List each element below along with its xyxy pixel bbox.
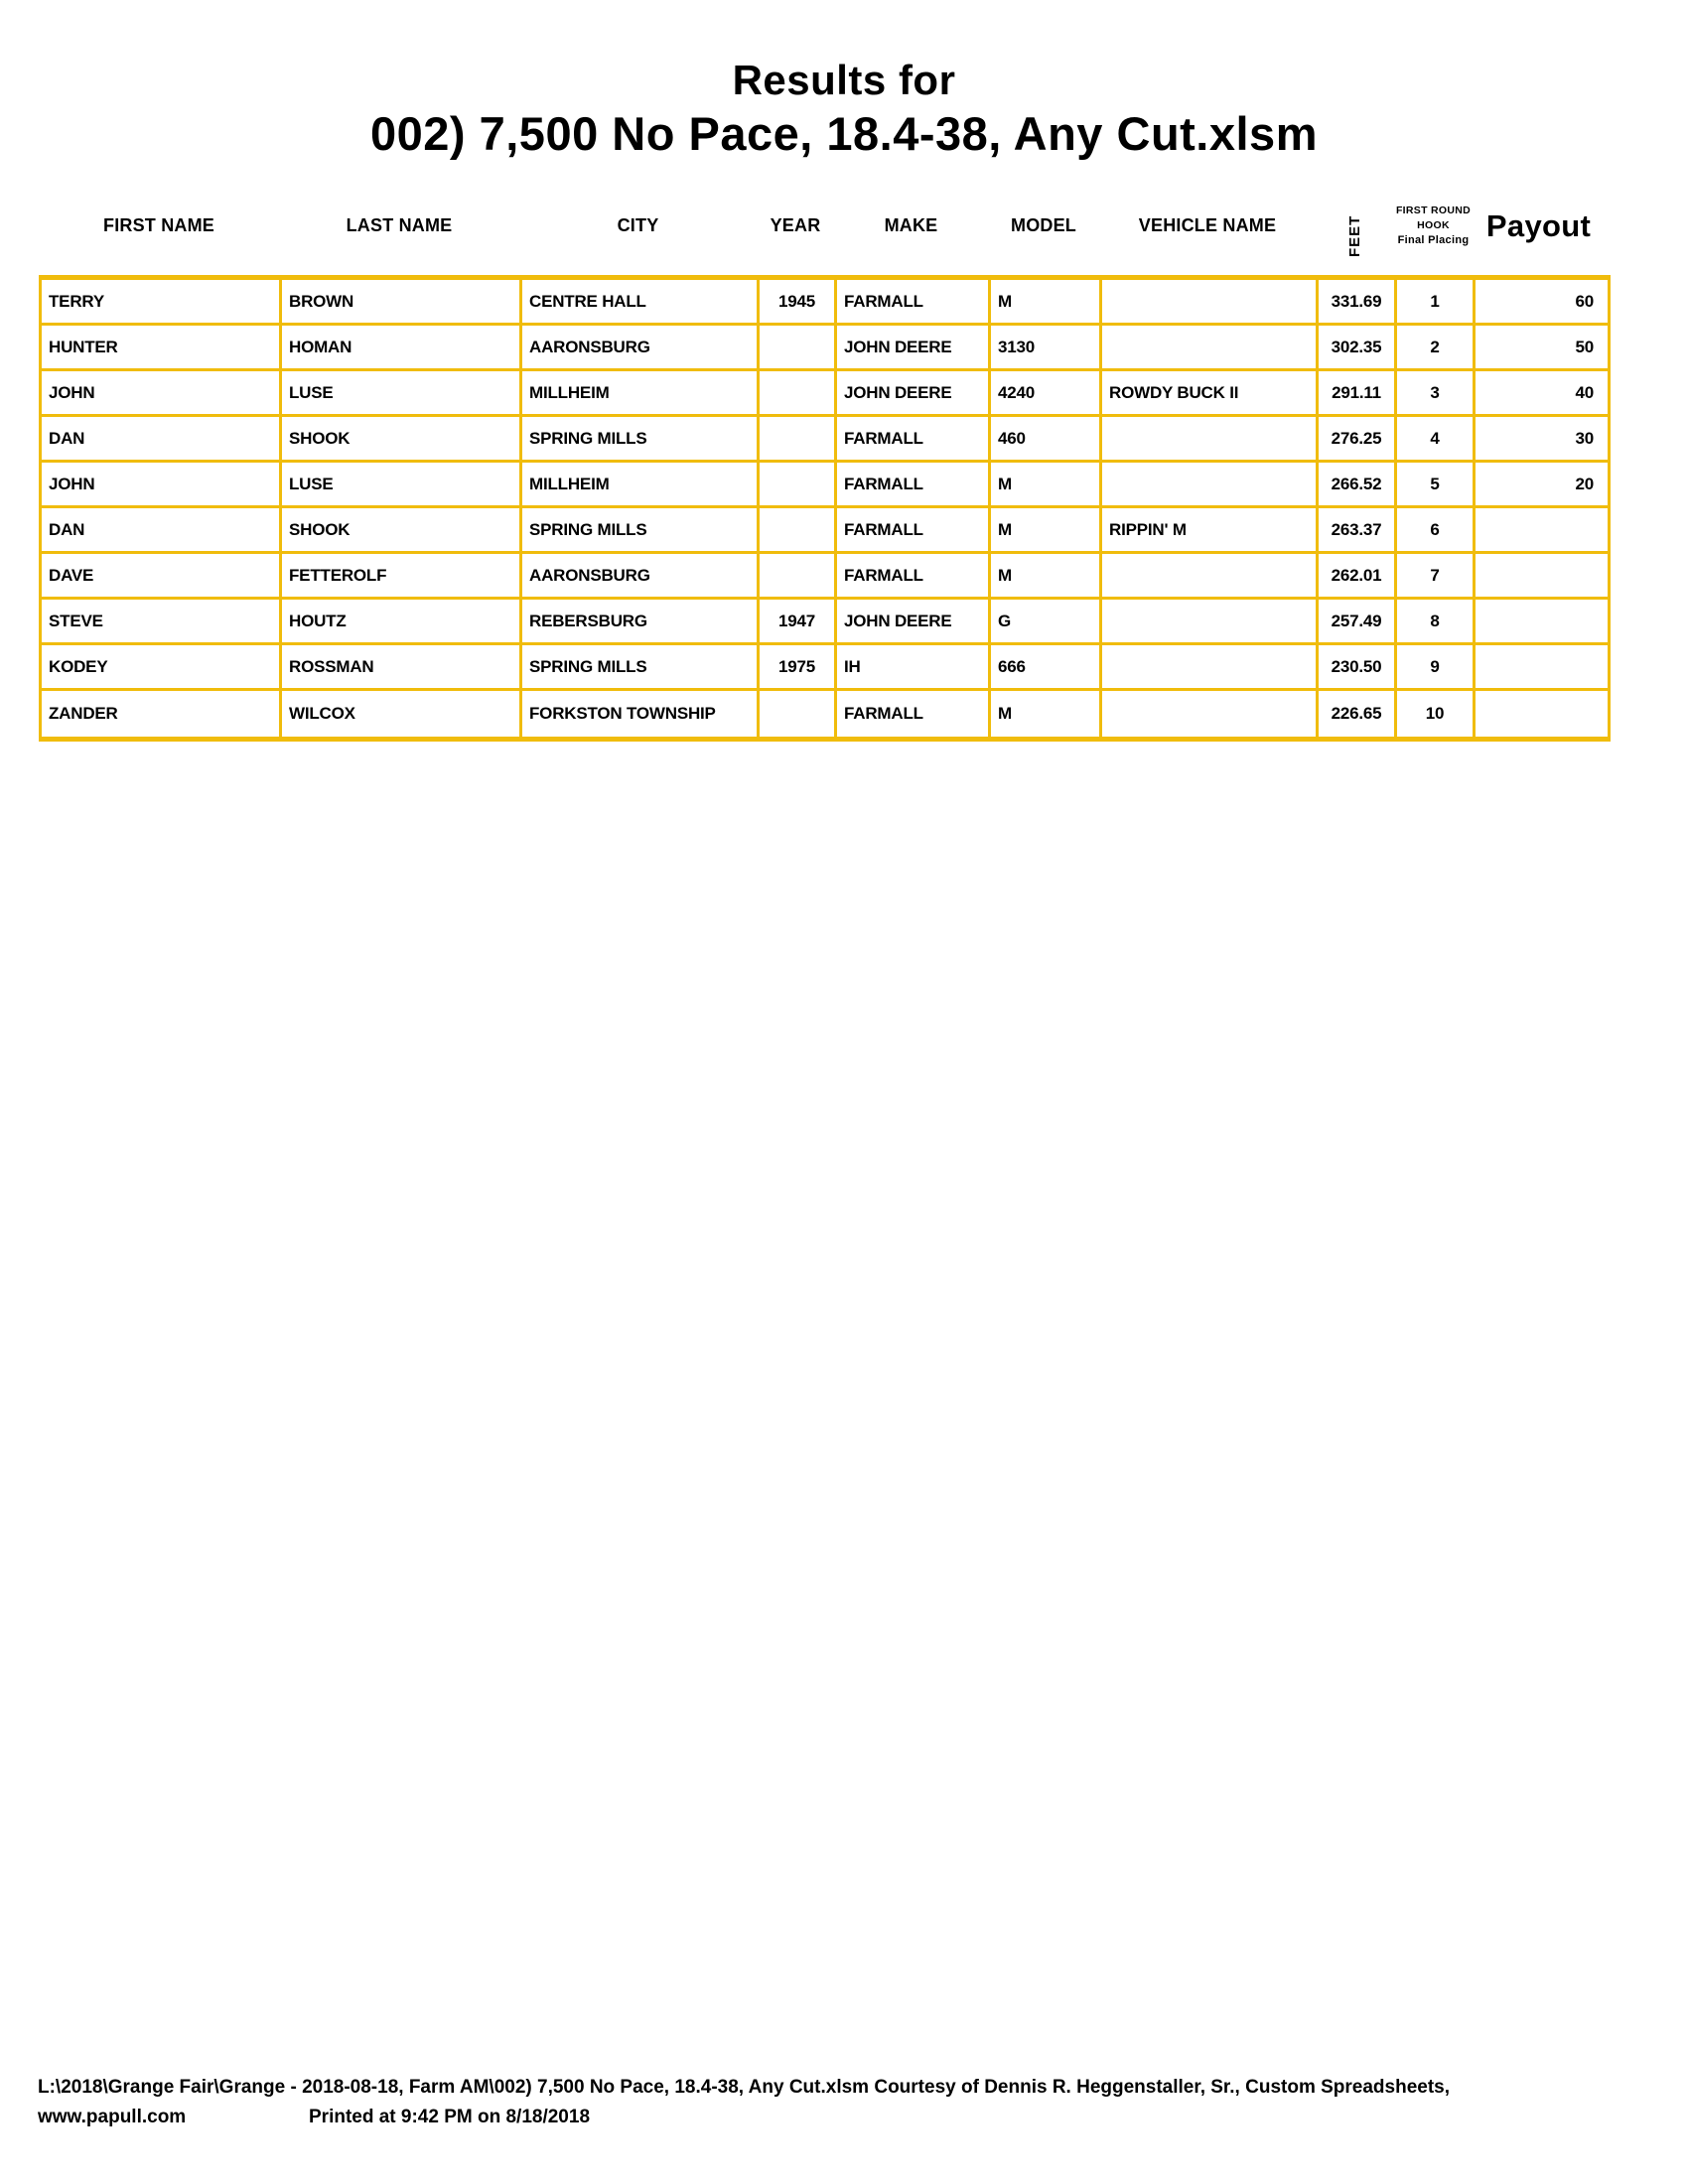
cell-last_name-row7: FETTEROLF: [282, 554, 522, 600]
cell-placing-row8: 8: [1397, 600, 1476, 645]
cell-vehicle_name-row6: RIPPIN' M: [1102, 508, 1319, 554]
cell-model-row10: M: [991, 691, 1102, 737]
cell-payout-row3: 40: [1476, 371, 1608, 417]
cell-make-row3: JOHN DEERE: [837, 371, 991, 417]
col-header-first-round-hook-final-placing: [1394, 204, 1473, 248]
cell-feet-row1: 331.69: [1319, 280, 1397, 326]
cell-feet-row5: 266.52: [1319, 463, 1397, 508]
cell-feet-row2: 302.35: [1319, 326, 1397, 371]
cell-model-row4: 460: [991, 417, 1102, 463]
cell-placing-row9: 9: [1397, 645, 1476, 691]
cell-feet-row8: 257.49: [1319, 600, 1397, 645]
cell-last_name-row6: SHOOK: [282, 508, 522, 554]
cell-last_name-row8: HOUTZ: [282, 600, 522, 645]
cell-make-row4: FARMALL: [837, 417, 991, 463]
cell-last_name-row3: LUSE: [282, 371, 522, 417]
cell-year-row3: [760, 371, 837, 417]
page-title: [0, 56, 1688, 163]
cell-make-row5: FARMALL: [837, 463, 991, 508]
cell-last_name-row9: ROSSMAN: [282, 645, 522, 691]
cell-last_name-row5: LUSE: [282, 463, 522, 508]
cell-placing-row3: 3: [1397, 371, 1476, 417]
cell-feet-row9: 230.50: [1319, 645, 1397, 691]
cell-placing-row10: 10: [1397, 691, 1476, 737]
cell-make-row9: IH: [837, 645, 991, 691]
col-header-last-name: LAST NAME: [346, 215, 453, 235]
cell-city-row3: MILLHEIM: [522, 371, 760, 417]
cell-make-row8: JOHN DEERE: [837, 600, 991, 645]
cell-vehicle_name-row9: [1102, 645, 1319, 691]
cell-year-row2: [760, 326, 837, 371]
footer-print-line: [38, 2103, 1450, 2132]
title-class-filename: 002) 7,500 No Pace, 18.4-38, Any Cut.xlsm: [369, 107, 1318, 160]
cell-model-row3: 4240: [991, 371, 1102, 417]
cell-year-row10: [760, 691, 837, 737]
cell-model-row6: M: [991, 508, 1102, 554]
cell-model-row9: 666: [991, 645, 1102, 691]
cell-city-row10: FORKSTON TOWNSHIP: [522, 691, 760, 737]
cell-vehicle_name-row10: [1102, 691, 1319, 737]
cell-year-row1: 1945: [760, 280, 837, 326]
cell-feet-row10: 226.65: [1319, 691, 1397, 737]
cell-feet-row7: 262.01: [1319, 554, 1397, 600]
cell-payout-row6: [1476, 508, 1608, 554]
cell-year-row7: [760, 554, 837, 600]
cell-payout-row1: 60: [1476, 280, 1608, 326]
cell-make-row7: FARMALL: [837, 554, 991, 600]
footer-website: www.papull.com: [38, 2107, 187, 2127]
cell-city-row8: REBERSBURG: [522, 600, 760, 645]
title-results-for: Results for: [732, 57, 956, 103]
cell-first_name-row4: DAN: [42, 417, 282, 463]
footer-filepath-line: L:\2018\Grange Fair\Grange - 2018-08-18, Farm AM\002) 7,500 No Pace, 18.4-38, Any Cut.xlsm Courtesy of Dennis R. Heggenstaller, Sr., Custom Spreadsheets,: [38, 2077, 1451, 2098]
cell-last_name-row10: WILCOX: [282, 691, 522, 737]
cell-payout-row5: 20: [1476, 463, 1608, 508]
col-header-vehicle-name: VEHICLE NAME: [1138, 215, 1277, 235]
cell-year-row9: 1975: [760, 645, 837, 691]
cell-first_name-row2: HUNTER: [42, 326, 282, 371]
cell-year-row6: [760, 508, 837, 554]
cell-payout-row2: 50: [1476, 326, 1608, 371]
cell-vehicle_name-row4: [1102, 417, 1319, 463]
results-table: [39, 275, 1611, 742]
cell-first_name-row3: JOHN: [42, 371, 282, 417]
table-column-headers: [39, 179, 1605, 273]
cell-first_name-row9: KODEY: [42, 645, 282, 691]
cell-vehicle_name-row1: [1102, 280, 1319, 326]
cell-placing-row2: 2: [1397, 326, 1476, 371]
cell-year-row4: [760, 417, 837, 463]
cell-city-row9: SPRING MILLS: [522, 645, 760, 691]
cell-vehicle_name-row2: [1102, 326, 1319, 371]
cell-model-row7: M: [991, 554, 1102, 600]
cell-vehicle_name-row5: [1102, 463, 1319, 508]
cell-last_name-row4: SHOOK: [282, 417, 522, 463]
cell-city-row5: MILLHEIM: [522, 463, 760, 508]
col-header-make: MAKE: [884, 215, 938, 235]
cell-city-row7: AARONSBURG: [522, 554, 760, 600]
cell-feet-row4: 276.25: [1319, 417, 1397, 463]
cell-payout-row10: [1476, 691, 1608, 737]
cell-make-row1: FARMALL: [837, 280, 991, 326]
cell-payout-row4: 30: [1476, 417, 1608, 463]
cell-make-row6: FARMALL: [837, 508, 991, 554]
cell-model-row8: G: [991, 600, 1102, 645]
page-footer: [38, 2073, 1450, 2132]
col-header-model: MODEL: [1011, 215, 1076, 235]
cell-city-row2: AARONSBURG: [522, 326, 760, 371]
cell-year-row8: 1947: [760, 600, 837, 645]
cell-year-row5: [760, 463, 837, 508]
cell-placing-row4: 4: [1397, 417, 1476, 463]
cell-first_name-row8: STEVE: [42, 600, 282, 645]
cell-last_name-row1: BROWN: [282, 280, 522, 326]
col-header-first-name: FIRST NAME: [103, 215, 214, 235]
footer-printed-at: Printed at 9:42 PM on 8/18/2018: [309, 2107, 591, 2127]
cell-vehicle_name-row8: [1102, 600, 1319, 645]
cell-payout-row9: [1476, 645, 1608, 691]
cell-placing-row7: 7: [1397, 554, 1476, 600]
col-header-payout: Payout: [1485, 207, 1592, 243]
cell-model-row2: 3130: [991, 326, 1102, 371]
cell-model-row5: M: [991, 463, 1102, 508]
col-header-feet-rotated: FEET: [1346, 214, 1363, 258]
cell-payout-row7: [1476, 554, 1608, 600]
placing-header-line3: Final Placing: [1397, 234, 1470, 246]
cell-placing-row5: 5: [1397, 463, 1476, 508]
col-header-year: YEAR: [770, 215, 821, 235]
cell-feet-row6: 263.37: [1319, 508, 1397, 554]
placing-header-line2: HOOK: [1417, 219, 1450, 231]
cell-first_name-row5: JOHN: [42, 463, 282, 508]
col-header-city: CITY: [617, 215, 659, 235]
cell-make-row2: JOHN DEERE: [837, 326, 991, 371]
cell-model-row1: M: [991, 280, 1102, 326]
cell-make-row10: FARMALL: [837, 691, 991, 737]
cell-placing-row6: 6: [1397, 508, 1476, 554]
cell-first_name-row6: DAN: [42, 508, 282, 554]
cell-feet-row3: 291.11: [1319, 371, 1397, 417]
cell-vehicle_name-row7: [1102, 554, 1319, 600]
cell-first_name-row7: DAVE: [42, 554, 282, 600]
cell-payout-row8: [1476, 600, 1608, 645]
cell-city-row6: SPRING MILLS: [522, 508, 760, 554]
cell-placing-row1: 1: [1397, 280, 1476, 326]
cell-last_name-row2: HOMAN: [282, 326, 522, 371]
cell-first_name-row1: TERRY: [42, 280, 282, 326]
cell-first_name-row10: ZANDER: [42, 691, 282, 737]
cell-city-row4: SPRING MILLS: [522, 417, 760, 463]
cell-vehicle_name-row3: ROWDY BUCK II: [1102, 371, 1319, 417]
cell-city-row1: CENTRE HALL: [522, 280, 760, 326]
placing-header-line1: FIRST ROUND: [1395, 205, 1472, 216]
